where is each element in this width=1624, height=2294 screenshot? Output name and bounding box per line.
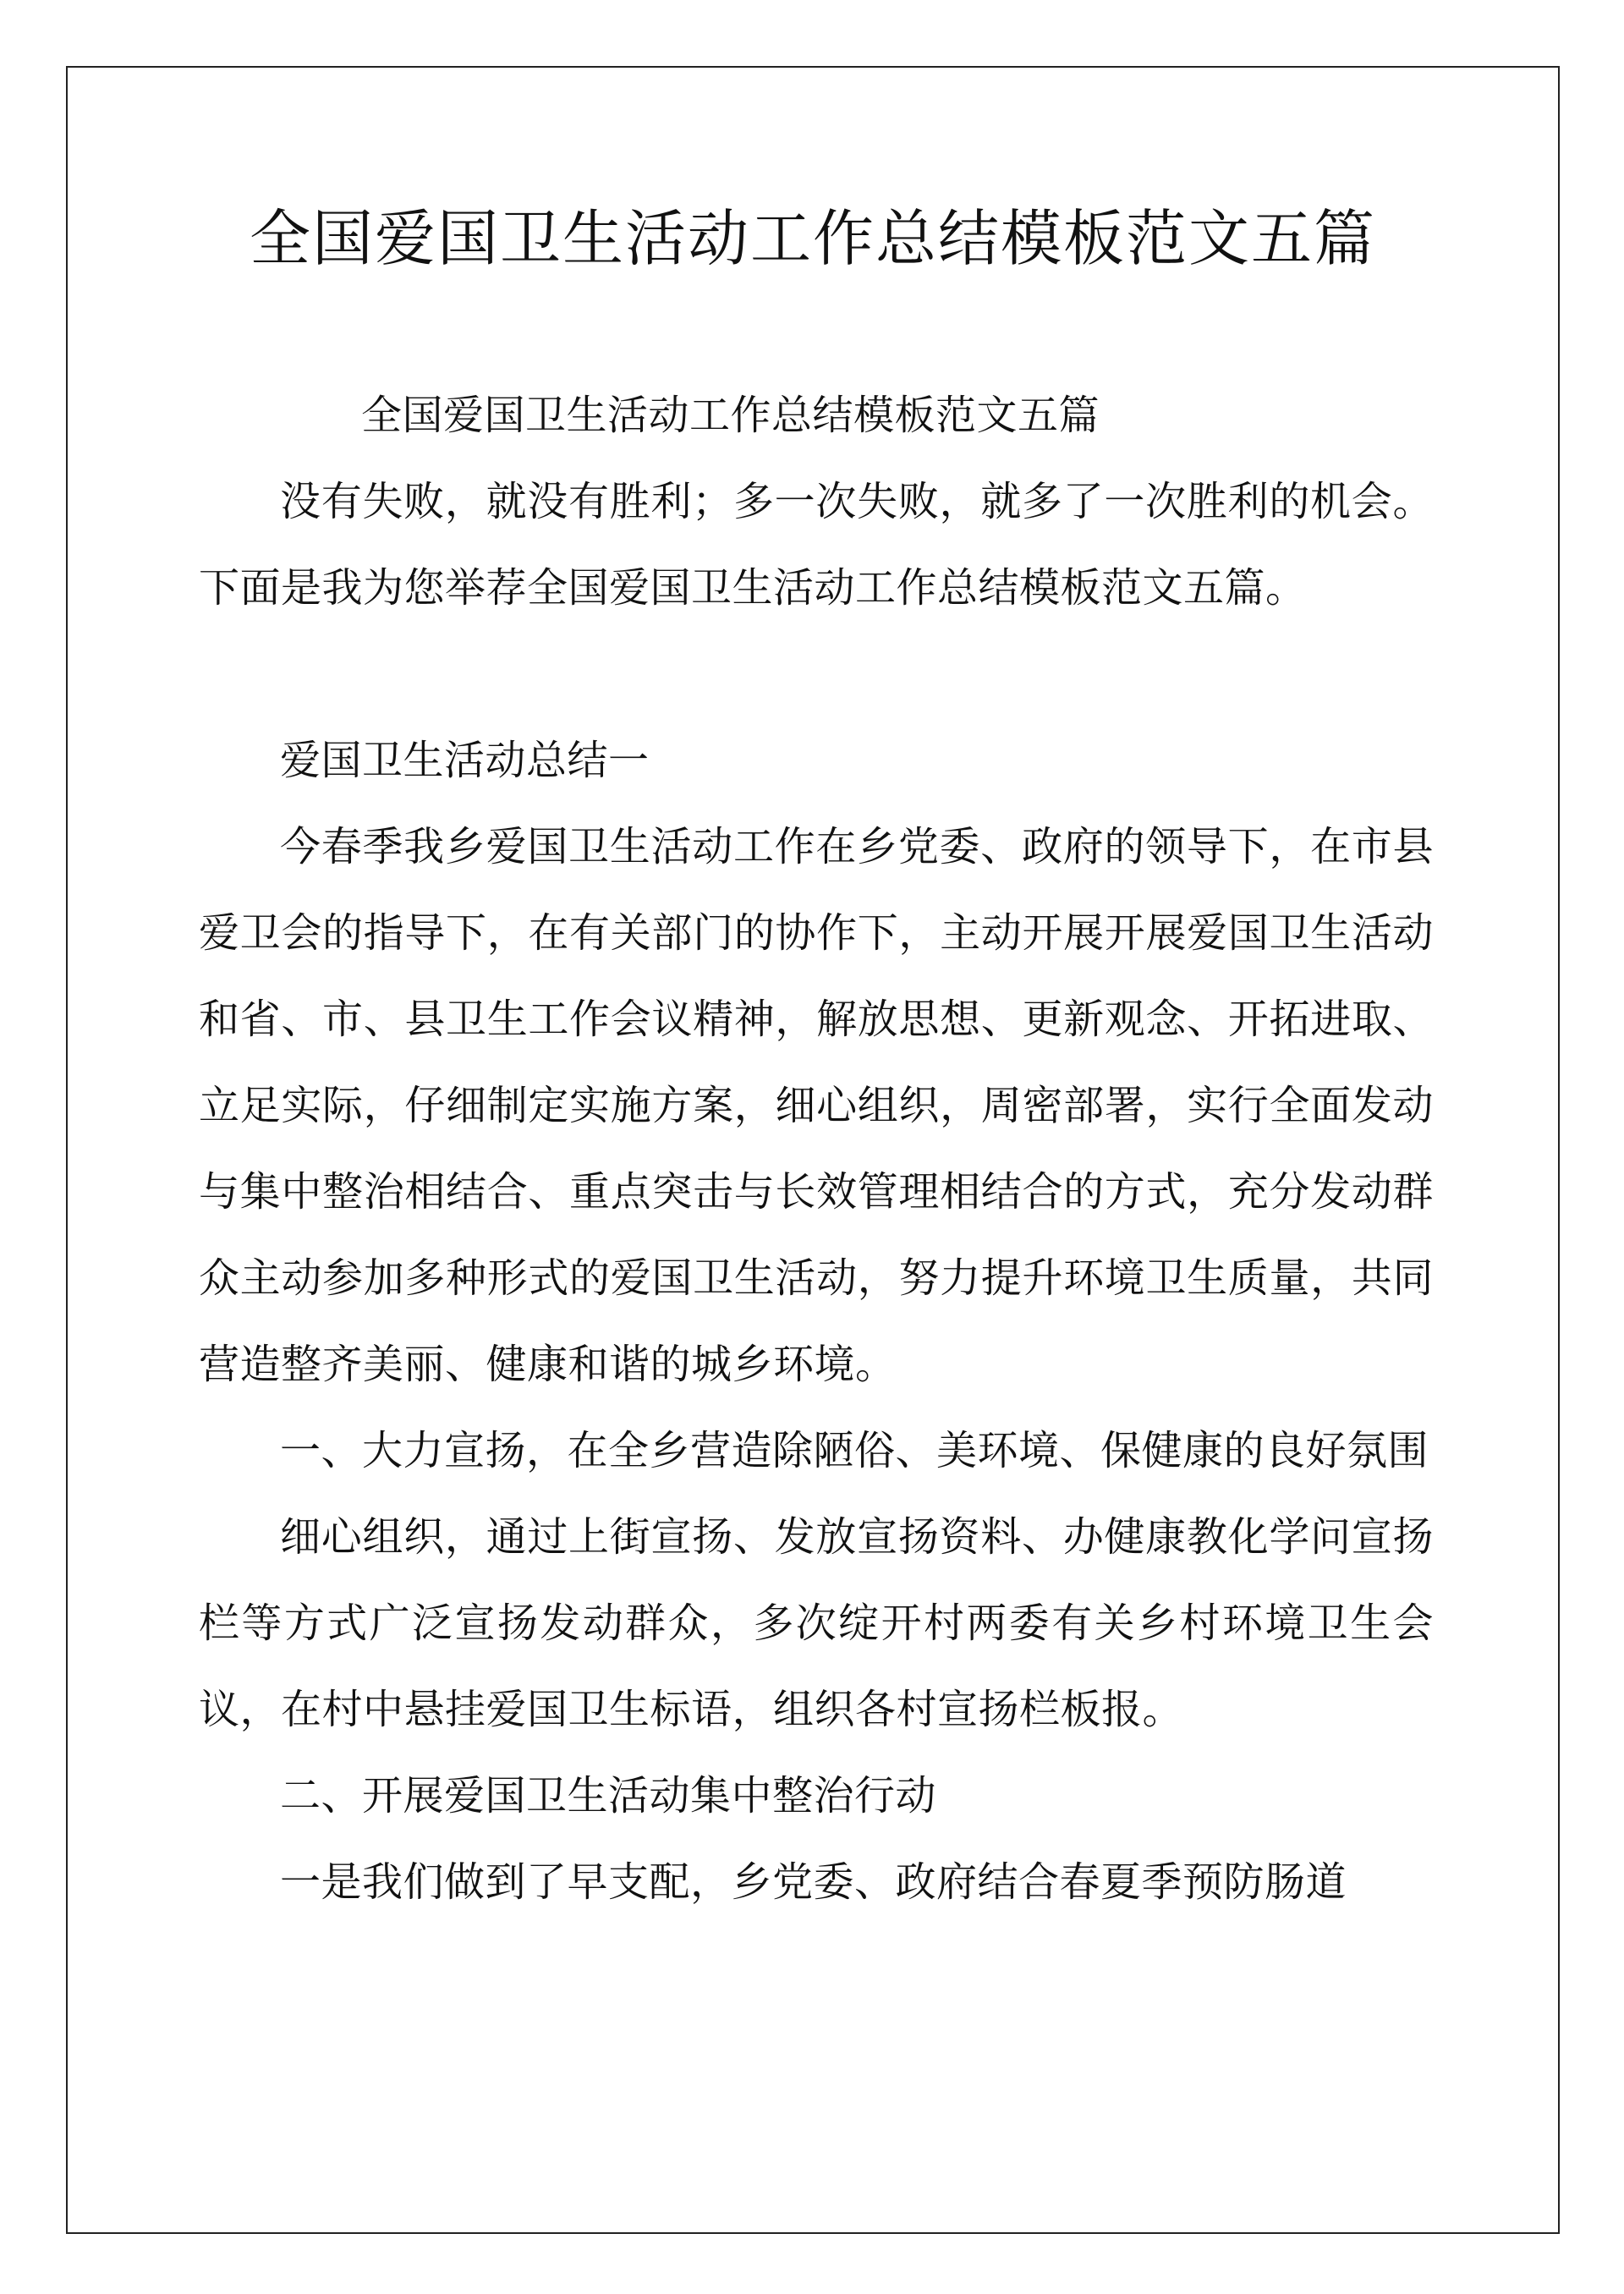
body-paragraph-2: 细心组织，通过上街宣扬、发放宣扬资料、办健康教化学问宣扬栏等方式广泛宣扬发动群众，多次绽开村两委有关乡村环境卫生会议，在村中悬挂爱国卫生标语，组织各村宣扬栏板报。 <box>199 1513 1434 1733</box>
point-1-heading: 一、大力宣扬，在全乡营造除陋俗、美环境、保健康的良好氛围 <box>280 1427 1429 1474</box>
body-paragraph-3: 一是我们做到了早支配，乡党委、政府结合春夏季预防肠道 <box>280 1858 1347 1906</box>
body-paragraph-1: 今春季我乡爱国卫生活动工作在乡党委、政府的领导下，在市县爱卫会的指导下，在有关部门的协作下，主动开展开展爱国卫生活动和省、市、县卫生工作会议精神，解放思想、更新观念、开拓进取、立足实际，仔细制定实施方案，细心组织，周密部署，实行全面发动与集中整治相结合、重点突击与长效管理相结合的方式，充分发动群众主动参加多种形式的爱国卫生活动，努力提升环境卫生质量，共同营造整齐美丽、健康和谐的城乡环境。 <box>199 823 1434 1388</box>
document-subtitle: 全国爱国卫生活动工作总结模板范文五篇 <box>361 392 1100 439</box>
document-title: 全国爱国卫生活动工作总结模板范文五篇 <box>249 203 1376 274</box>
point-2-heading: 二、开展爱国卫生活动集中整治行动 <box>280 1772 937 1819</box>
intro-paragraph: 没有失败，就没有胜利；多一次失败，就多了一次胜利的机会。下面是我为您举荐全国爱国卫生活动工作总结模板范文五篇。 <box>199 478 1434 612</box>
blank-line <box>199 631 1434 717</box>
document-body <box>199 372 1434 1925</box>
section-heading: 爱国卫生活动总结一 <box>280 737 650 784</box>
